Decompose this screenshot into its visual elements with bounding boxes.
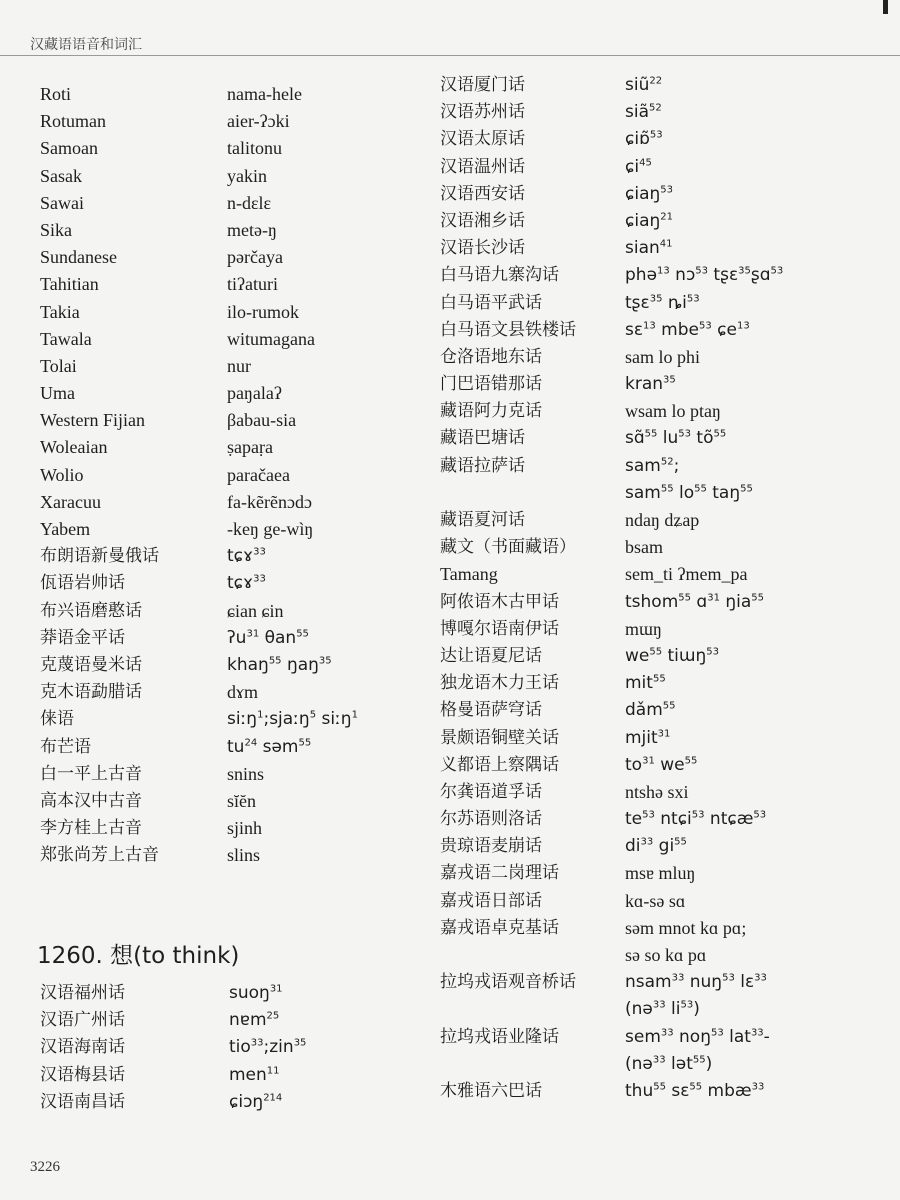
word-form: kɑ-sə sɑ — [625, 890, 686, 911]
language-name: 汉语广州话 — [40, 1010, 125, 1031]
language-name: 郑张尚芳上古音 — [40, 845, 159, 866]
entry-row — [40, 135, 420, 162]
language-name: 尔龚语道孚话 — [440, 781, 542, 802]
word-form: men$^{11}$ — [229, 1064, 280, 1085]
entry-row — [440, 833, 890, 860]
word-form: nsam$^{33}$ nuŋ$^{53}$ lɛ$^{33}$ — [625, 972, 767, 993]
language-name: Xaracuu — [40, 491, 101, 512]
entry-row — [40, 679, 420, 706]
language-name: Woleaian — [40, 437, 108, 458]
language-name: 汉语温州话 — [440, 156, 525, 177]
entry-row — [440, 589, 890, 616]
word-form: ntshə sxi — [625, 781, 689, 802]
entry-row — [440, 453, 890, 480]
language-name: 白马语九寨沟话 — [440, 265, 559, 286]
entry-row — [40, 244, 420, 271]
word-form: tɕɤ$^{33}$ — [227, 546, 266, 567]
language-name: Sasak — [40, 165, 82, 186]
word-form: kran$^{35}$ — [625, 374, 676, 395]
page-edge-mark — [883, 0, 888, 14]
word-form: $tu^{24}$ səm$^{55}$ — [227, 736, 312, 757]
entry-row — [40, 380, 420, 407]
entry-row — [440, 643, 890, 670]
entry-row — [440, 860, 890, 887]
language-name: Tamang — [440, 564, 498, 585]
entry-row — [440, 99, 890, 126]
entry-row — [440, 126, 890, 153]
entry-row — [440, 344, 890, 371]
language-name: Sundanese — [40, 247, 117, 268]
language-name: 格曼语萨穹话 — [440, 700, 542, 721]
entry-row — [40, 734, 420, 761]
entry-row — [440, 1051, 890, 1078]
language-name: 阿侬语木古甲话 — [440, 591, 559, 612]
word-form: dɤm — [227, 682, 258, 703]
language-name: 汉语厦门话 — [440, 75, 525, 95]
entry-row — [440, 181, 890, 208]
language-name: 藏文（书面藏语） — [440, 537, 576, 558]
language-name: 义都语上察隅话 — [440, 754, 559, 775]
entry-row — [440, 996, 890, 1023]
word-form: thu$^{55}$ sɛ$^{55}$ mbæ$^{33}$ — [625, 1080, 765, 1101]
entry-row — [40, 353, 420, 380]
word-form: witumagana — [227, 328, 315, 349]
word-form: nɐm$^{25}$ — [229, 1010, 280, 1031]
word-form: βabau-sia — [227, 410, 297, 431]
word-form: ɕiɒ̃$^{53}$ — [625, 129, 663, 150]
language-name: 嘉戎语卓克基话 — [440, 917, 559, 938]
language-name: 拉坞戎语业隆话 — [440, 1026, 559, 1047]
word-form: n-dɛlɛ — [227, 192, 272, 213]
entry-row — [440, 888, 890, 915]
word-form: dǎm$^{55}$ — [625, 700, 676, 721]
word-form: siã$^{52}$ — [625, 102, 662, 123]
language-name: 博嘎尔语南伊话 — [440, 618, 559, 639]
entry-row — [440, 779, 890, 806]
entry-row — [440, 154, 890, 181]
language-name: 嘉戎语二岗理话 — [440, 863, 559, 884]
language-name: Sawai — [40, 192, 84, 213]
word-form: ɕiaŋ$^{53}$ — [625, 183, 673, 204]
entry-row — [440, 969, 890, 996]
word-form: phə$^{13}$ nɔ$^{53}$ tʂɛ$^{35}$ʂɑ$^{53}$ — [625, 265, 784, 286]
entry-row — [40, 190, 420, 217]
left-column-lower — [40, 980, 420, 1116]
language-name: 汉语湘乡话 — [440, 210, 525, 231]
word-form: $te^{53}$ ntɕi$^{53}$ ntɕæ$^{53}$ — [625, 809, 767, 830]
word-form: tio$^{33}$;zin$^{35}$ — [229, 1037, 307, 1058]
language-name: Tolai — [40, 355, 77, 376]
language-name: 汉语海南话 — [40, 1037, 125, 1058]
right-column — [440, 72, 890, 1105]
language-name: 嘉戎语日部话 — [440, 890, 542, 911]
entry-row — [40, 980, 420, 1007]
language-name: Roti — [40, 84, 72, 104]
word-form: tshom$^{55}$ ɑ$^{31}$ ŋia$^{55}$ — [625, 591, 764, 612]
word-form: sə so kɑ pɑ — [625, 945, 707, 965]
word-form: siːŋ$^1$;sjaːŋ$^5$ siːŋ$^1$ — [227, 709, 358, 730]
language-name: Samoan — [40, 138, 98, 159]
left-column-upper — [40, 81, 420, 869]
language-name: 景颇语铜壁关话 — [440, 727, 559, 748]
entry-row — [440, 670, 890, 697]
word-form: sam$^{55}$ $lo^{55}$ taŋ$^{55}$ — [625, 482, 753, 503]
word-form: nama-hele — [227, 84, 302, 104]
entry-row — [440, 290, 890, 317]
entry-row — [40, 570, 420, 597]
word-form: ilo-rumok — [227, 301, 299, 322]
language-name: Wolio — [40, 464, 84, 485]
entry-row — [40, 434, 420, 461]
entry-row — [440, 317, 890, 344]
language-name: Western Fijian — [40, 410, 146, 431]
entry-row — [440, 534, 890, 561]
language-name: 汉语苏州话 — [440, 102, 525, 123]
language-name: 贵琼语麦崩话 — [440, 836, 542, 857]
language-name: 布兴语磨憨话 — [40, 600, 142, 621]
word-form: mjit$^{31}$ — [625, 727, 671, 748]
word-form: wsam lo ptaŋ — [625, 401, 721, 422]
language-name: 汉语太原话 — [440, 129, 525, 150]
word-form: paračaea — [227, 464, 290, 485]
entry-row — [40, 788, 420, 815]
word-form: sam$^{52}$; — [625, 455, 680, 476]
language-name: Uma — [40, 383, 75, 404]
entry-row — [440, 806, 890, 833]
language-name: 克木语勐腊话 — [40, 682, 142, 703]
language-name: 克蔑语曼米话 — [40, 654, 142, 675]
word-form: sam lo phi — [625, 346, 700, 367]
word-form: sɛ$^{13}$ mbe$^{53}$ ɕe$^{13}$ — [625, 319, 750, 340]
entry-row — [40, 815, 420, 842]
entry-row — [440, 697, 890, 724]
language-name: Tahitian — [40, 274, 99, 295]
language-name: 汉语福州话 — [40, 983, 125, 1003]
word-form: $to^{31}$ $we^{55}$ — [625, 754, 698, 775]
entry-row — [440, 1078, 890, 1105]
page-number: 3226 — [30, 1159, 60, 1175]
language-name: 门巴语错那话 — [440, 374, 542, 395]
language-name: 白一平上古音 — [40, 763, 142, 784]
language-name: 藏语夏河话 — [440, 510, 525, 530]
entry-row — [440, 72, 890, 99]
entry-row — [440, 1024, 890, 1051]
entry-row — [40, 1062, 420, 1089]
language-name: 藏语阿力克话 — [440, 401, 542, 422]
word-form: sem$^{33}$ noŋ$^{53}$ lat$^{33}$- — [625, 1026, 770, 1047]
entry-row — [440, 616, 890, 643]
word-form: nur — [227, 355, 251, 376]
language-name: 布朗语新曼俄话 — [40, 546, 159, 567]
entry-row — [440, 480, 890, 507]
language-name: 李方桂上古音 — [40, 818, 142, 839]
word-form: ɕiaŋ$^{21}$ — [625, 210, 673, 231]
word-form: tʂɛ$^{35}$ $ȵi^{53}$ — [625, 292, 700, 313]
word-form: slins — [227, 845, 261, 866]
entry-row — [440, 561, 890, 588]
word-form: aier-ʔɔki — [227, 111, 290, 132]
language-name: 白马语平武话 — [440, 292, 542, 313]
word-form: pərčaya — [227, 247, 283, 268]
word-form: sɑ̃$^{55}$ $lu^{53}$ $tõ^{55}$ — [625, 428, 727, 449]
entry-row — [40, 706, 420, 733]
word-form: snins — [227, 763, 265, 784]
word-form: msɐ mluŋ — [625, 863, 696, 884]
language-name: 高本汉中古音 — [40, 790, 142, 811]
header-rule — [0, 55, 900, 56]
language-name: 布芒语 — [40, 736, 91, 757]
entry-row — [40, 516, 420, 543]
entry-row — [40, 489, 420, 516]
entry-row — [440, 235, 890, 262]
language-name: 白马语文县铁楼话 — [440, 319, 576, 340]
language-name: 汉语梅县话 — [40, 1064, 125, 1085]
language-name: 拉坞戎语观音桥话 — [440, 972, 576, 993]
word-form: talitonu — [227, 138, 282, 159]
entry-row — [40, 652, 420, 679]
language-name: 莽语金平话 — [40, 627, 125, 648]
word-form: (nə$^{33}$ lət$^{55}$) — [625, 1053, 713, 1074]
entry-row — [440, 208, 890, 235]
entry-row — [440, 425, 890, 452]
word-form: mit$^{55}$ — [625, 673, 666, 694]
entry-row — [440, 262, 890, 289]
word-form: suoŋ$^{31}$ — [229, 983, 283, 1003]
entry-row — [40, 462, 420, 489]
entry-row — [40, 625, 420, 652]
word-form: ɕian ɕin — [227, 600, 284, 621]
word-form: mɯŋ — [625, 618, 662, 639]
entry-row — [40, 217, 420, 244]
language-name: 木雅语六巴话 — [440, 1080, 542, 1101]
entry-row — [440, 507, 890, 534]
language-name: 佤语岩帅话 — [40, 573, 125, 594]
word-form: (nə$^{33}$ $li^{53}$) — [625, 999, 700, 1020]
entry-row — [40, 407, 420, 434]
entry-row — [40, 842, 420, 869]
language-name: 汉语西安话 — [440, 183, 525, 204]
language-name: Takia — [40, 301, 80, 322]
entry-row — [40, 81, 420, 108]
word-form: ʔu$^{31}$ θan$^{55}$ — [227, 627, 309, 648]
entry-row — [40, 163, 420, 190]
word-form: paŋalaʔ — [227, 383, 282, 404]
word-form: tɕɤ$^{33}$ — [227, 573, 266, 594]
language-name: 尔苏语则洛话 — [440, 809, 542, 830]
entry-row — [440, 371, 890, 398]
word-form: ṣapaṛa — [227, 437, 273, 458]
language-name: Sika — [40, 219, 73, 240]
language-name: 藏语拉萨话 — [440, 455, 525, 476]
language-name: Tawala — [40, 328, 92, 349]
language-name: 汉语南昌话 — [40, 1091, 125, 1112]
word-form: fa-kẽrẽnɔdɔ — [227, 491, 312, 512]
entry-row — [440, 942, 890, 969]
entry-row — [440, 725, 890, 752]
word-form: sĭĕn — [227, 790, 256, 811]
entry-row — [440, 398, 890, 425]
entry-row — [40, 326, 420, 353]
entry-row — [40, 1007, 420, 1034]
entry-row — [40, 1089, 420, 1116]
entry-row — [40, 271, 420, 298]
word-form: bsam — [625, 537, 663, 558]
word-form: khaŋ$^{55}$ ŋaŋ$^{35}$ — [227, 654, 332, 675]
entry-row — [440, 752, 890, 779]
entry-row — [40, 598, 420, 625]
entry-row — [40, 543, 420, 570]
language-name: 仓洛语地东话 — [440, 346, 542, 367]
word-form: metə-ŋ — [227, 219, 277, 240]
word-form: $di^{33}$ $gi^{55}$ — [625, 836, 687, 857]
entry-row — [40, 1034, 420, 1061]
section-title: 1260. 想(to think) — [37, 943, 240, 969]
entry-row — [40, 108, 420, 135]
word-form: ɕi$^{45}$ — [625, 156, 652, 177]
language-name: 俫语 — [40, 709, 74, 730]
language-name: Rotuman — [40, 111, 106, 132]
entry-row — [40, 761, 420, 788]
word-form: sem_ti ʔmem_pa — [625, 564, 748, 585]
word-form: ndaŋ dʑap — [625, 510, 700, 530]
word-form: sian$^{41}$ — [625, 238, 673, 259]
word-form: $we^{55}$ tiɯŋ$^{53}$ — [625, 645, 719, 666]
language-name: 达让语夏尼话 — [440, 645, 542, 666]
language-name: 汉语长沙话 — [440, 238, 525, 259]
word-form: siũ$^{22}$ — [625, 75, 663, 95]
entry-row — [440, 915, 890, 942]
language-name: 藏语巴塘话 — [440, 428, 525, 449]
word-form: sjinh — [227, 818, 263, 839]
word-form: yakin — [227, 165, 267, 186]
entry-row — [40, 299, 420, 326]
word-form: səm mnot kɑ pɑ; — [625, 917, 747, 938]
word-form: -keŋ ge-wìŋ — [227, 519, 314, 539]
language-name: Yabem — [40, 519, 91, 539]
word-form: tiʔaturi — [227, 274, 278, 295]
language-name: 独龙语木力王话 — [440, 673, 559, 694]
word-form: ɕiɔŋ$^{214}$ — [229, 1091, 283, 1112]
running-head: 汉藏语语音和词汇 — [30, 37, 142, 53]
